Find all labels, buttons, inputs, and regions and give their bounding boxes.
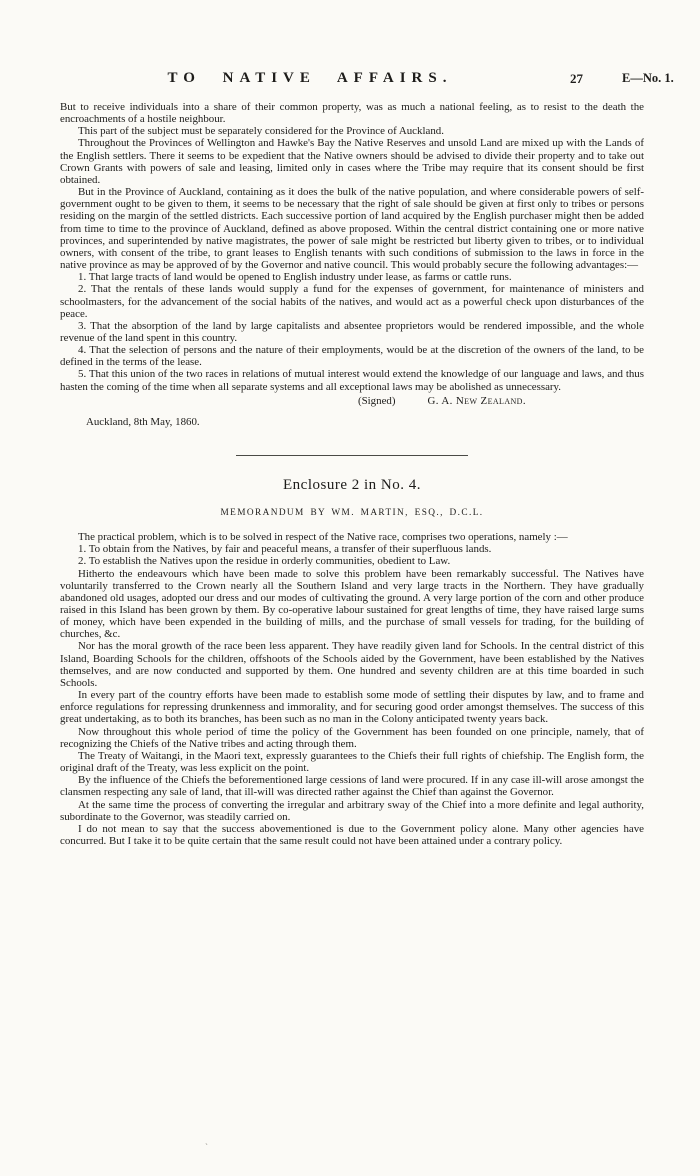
signature-name: G. A. New Zealand. xyxy=(427,394,526,407)
paragraph: By the influence of the Chiefs the beforementioned large cessions of land were procured. If in any case ill-will arose amongst the clansmen respecting any sale of land, that ill-will was directed rather against the Chief than against the Governor. xyxy=(60,774,644,799)
paragraph: Hitherto the endeavours which have been made to solve this problem have been remarkably successful. The Natives have voluntarily transferred to the Crown nearly all the Southern Island and very large tracts in the Northern. They have gradually abandoned old usages, adopted our dress and our modes of cultivating the ground. A very large portion of the corn and other produce raised in this Island has been grown by them. By co-operative labour sustained for great lengths of time, they have raised large sums of money, which have been expended in the building of mills, and the purchase of small vessels for trading, for the building of churches, &c. xyxy=(60,567,644,641)
memorandum-subheading: MEMORANDUM BY WM. MARTIN, ESQ., D.C.L. xyxy=(220,508,484,519)
enclosure-heading: Enclosure 2 in No. 4. xyxy=(283,477,421,494)
section-divider xyxy=(236,455,468,456)
scan-artifact: ` xyxy=(205,1142,208,1152)
document-reference: E—No. 1. xyxy=(622,71,674,85)
document-body xyxy=(60,101,644,847)
page-header xyxy=(0,70,700,92)
signed-label: (Signed) xyxy=(357,394,396,407)
section-enclosure xyxy=(60,477,644,847)
paragraph: The Treaty of Waitangi, in the Maori text, expressly guarantees to the Chiefs their full rights of chiefship. The English form, the original draft of the Treaty, was less explicit on the point. xyxy=(60,749,644,775)
dateline: Auckland, 8th May, 1860. xyxy=(86,415,200,428)
page-title: TO NATIVE AFFAIRS. xyxy=(167,70,453,86)
paragraph: This part of the subject must be separately considered for the Province of Auckland. xyxy=(78,125,444,138)
paragraph: Nor has the moral growth of the race been less apparent. They have readily given land for Schools. In the central district of this Island, Boarding Schools for the children, offshoots of the Schools aided by the Government, have been established by the Natives themselves, and are now conducted and supported by them. One hundred and seventy children are at this time boarded in such Schools. xyxy=(60,640,644,689)
paragraph: Now throughout this whole period of time the policy of the Government has been founded on one principle, namely, that of recognizing the Chiefs of the Native tribes and acting through them. xyxy=(60,725,644,750)
numbered-item: 2. To establish the Natives upon the residue in orderly communities, obedient to Law. xyxy=(78,555,451,568)
paragraph: In every part of the country efforts have been made to establish some mode of settling their disputes by law, and to frame and enforce regulations for repressing drunkenness and immorality, and for securing good order amongst themselves. The success of this great undertaking, as to both its branches, has been such as no man in the Colony anticipated twenty years back. xyxy=(60,689,644,726)
paragraph: Throughout the Provinces of Wellington and Hawke's Bay the Native Reserves and unsold Land are mixed up with the Lands of the English settlers. There it seems to be expedient that the Native owners should be advised to divide their property and to take out Crown Grants with powers of sale and leasing, limited only in cases where the Tribe may require that its consent should be first obtained. xyxy=(60,137,644,186)
numbered-item: 1. To obtain from the Natives, by fair and peaceful means, a transfer of their superfluous lands. xyxy=(78,543,492,556)
page-number: 27 xyxy=(570,71,583,86)
numbered-item: 3. That the absorption of the land by large capitalists and absentee proprietors would be rendered impossible, and the whole revenue of the land spent in this country. xyxy=(60,319,644,344)
paragraph: I do not mean to say that the success abovementioned is due to the Government policy alone. Many other agencies have concurred. But I take it to be quite certain that the same result could not have been attained under a contrary policy. xyxy=(60,822,644,847)
paragraph: At the same time the process of converting the irregular and arbitrary sway of the Chief into a more definite and legal authority, subordinate to the Governor, was steadily carried on. xyxy=(60,798,644,823)
numbered-item: 2. That the rentals of these lands would supply a fund for the expenses of government, for maintenance of ministers and schoolmasters, for the advancement of the social habits of the natives, and would act as a powerful check upon disturbances of the peace. xyxy=(60,283,644,320)
numbered-item: 1. That large tracts of land would be opened to English industry under lease, as farms or cattle runs. xyxy=(78,271,512,284)
signature-line xyxy=(60,395,644,407)
paragraph: But to receive individuals into a share of their common property, was as much a national feeling, as to resist to the death the encroachments of a hostile neighbour. xyxy=(60,101,644,126)
paragraph: The practical problem, which is to be solved in respect of the Native race, comprises two operations, namely :— xyxy=(78,531,568,544)
section-despatch xyxy=(60,101,644,428)
paragraph: But in the Province of Auckland, containing as it does the bulk of the native population, and where considerable powers of self-government ought to be given to them, it seems to be necessary that the right of sale should be given at first only to tribes or persons residing on the margin of the settled districts. Each successive portion of land acquired by the English purchaser might then be added from time to time to the province of Auckland, defined as above proposed. Within the central district containing one or more native provinces, and superintended by native magistrates, the power of sale might be restricted but liberty given to tribes, or to individual owners, with consent of the tribe, to grant leases to English tenants with such conditions of submission to the laws in force in the native province as may be approved of by the Governor and native council. This would probably secure the following advantages:— xyxy=(60,186,644,272)
numbered-item: 4. That the selection of persons and the nature of their employments, would be at the discretion of the owners of the land, to be defined in the terms of the lease. xyxy=(60,344,644,369)
numbered-item: 5. That this union of the two races in relations of mutual interest would extend the knowledge of our language and laws, and thus hasten the coming of the time when all separate systems and all exceptional laws may be abolished as unnecessary. xyxy=(60,368,644,393)
enclosure-body xyxy=(60,531,644,847)
